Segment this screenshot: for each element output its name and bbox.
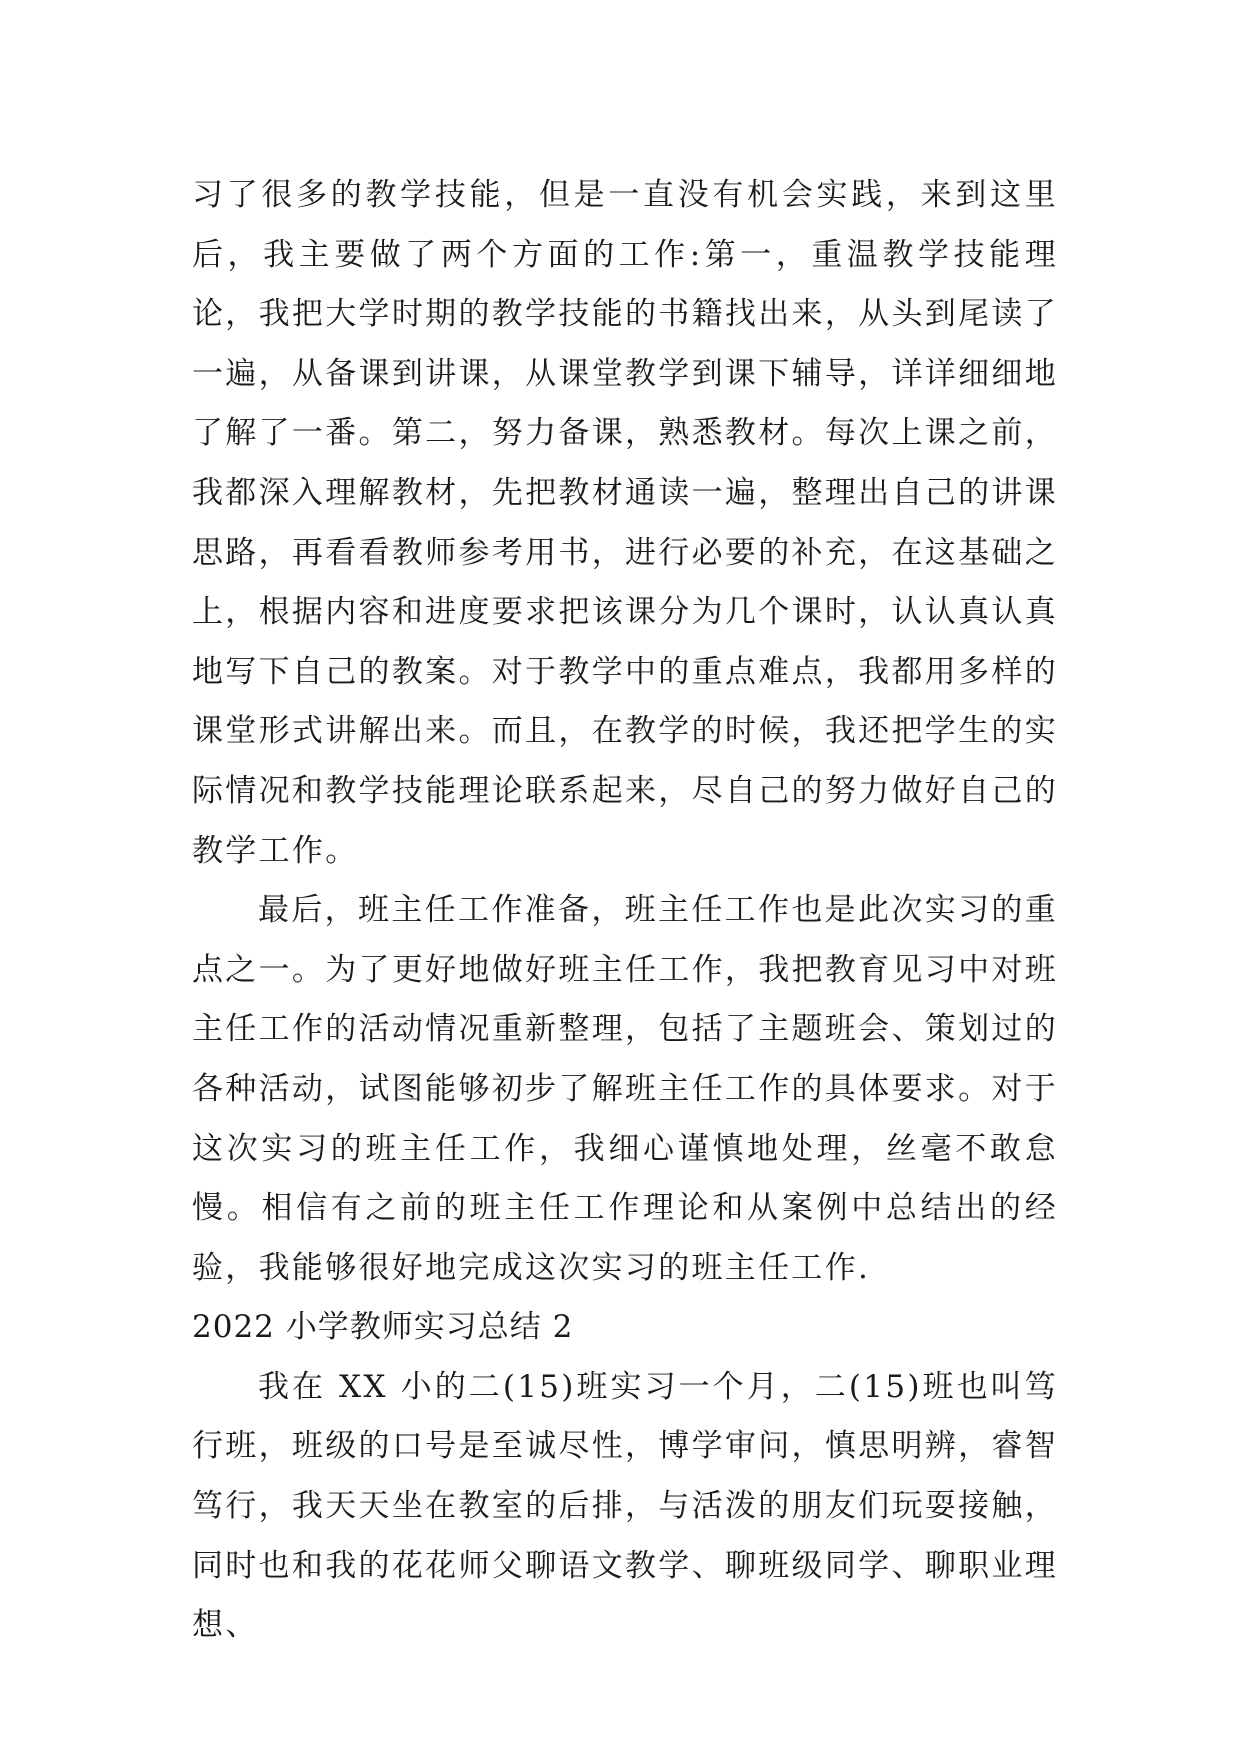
paragraph-internship-class: 我在 XX 小的二(15)班实习一个月，二(15)班也叫笃行班，班级的口号是至诚尽性，博学审问，慎思明辨，睿智笃行，我天天坐在教室的后排，与活泼的朋友们玩耍接触，同时也和我的花花师父聊语文教学、聊班级同学、聊职业理想、 <box>192 1368 1058 1644</box>
paragraph-head-teacher-work: 最后，班主任工作准备，班主任工作也是此次实习的重点之一。为了更好地做好班主任工作，我把教育见习中对班主任工作的活动情况重新整理，包括了主题班会、策划过的各种活动，试图能够初步了解班主任工作的具体要求。对于这次实习的班主任工作，我细心谨慎地处理，丝毫不敢怠慢。相信有之前的班主任工作理论和从案例中总结出的经验，我能够很好地完成这次实习的班主任工作. <box>192 892 1058 1286</box>
paragraph-teaching-skills: 习了很多的教学技能，但是一直没有机会实践，来到这里后，我主要做了两个方面的工作:第一，重温教学技能理论，我把大学时期的教学技能的书籍找出来，从头到尾读了一遍，从备课到讲课，从课堂教学到课下辅导，详详细细地了解了一番。第二，努力备课，熟悉教材。每次上课之前，我都深入理解教材，先把教材通读一遍，整理出自己的讲课思路，再看看教师参考用书，进行必要的补充，在这基础之上，根据内容和进度要求把该课分为几个课时，认认真认真地写下自己的教案。对于教学中的重点难点，我都用多样的课堂形式讲解出来。而且，在教学的时候，我还把学生的实际情况和教学技能理论联系起来，尽自己的努力做好自己的教学工作。 <box>192 177 1058 869</box>
document-body <box>192 166 1058 1656</box>
section-heading: 2022 小学教师实习总结 2 <box>192 1309 574 1346</box>
